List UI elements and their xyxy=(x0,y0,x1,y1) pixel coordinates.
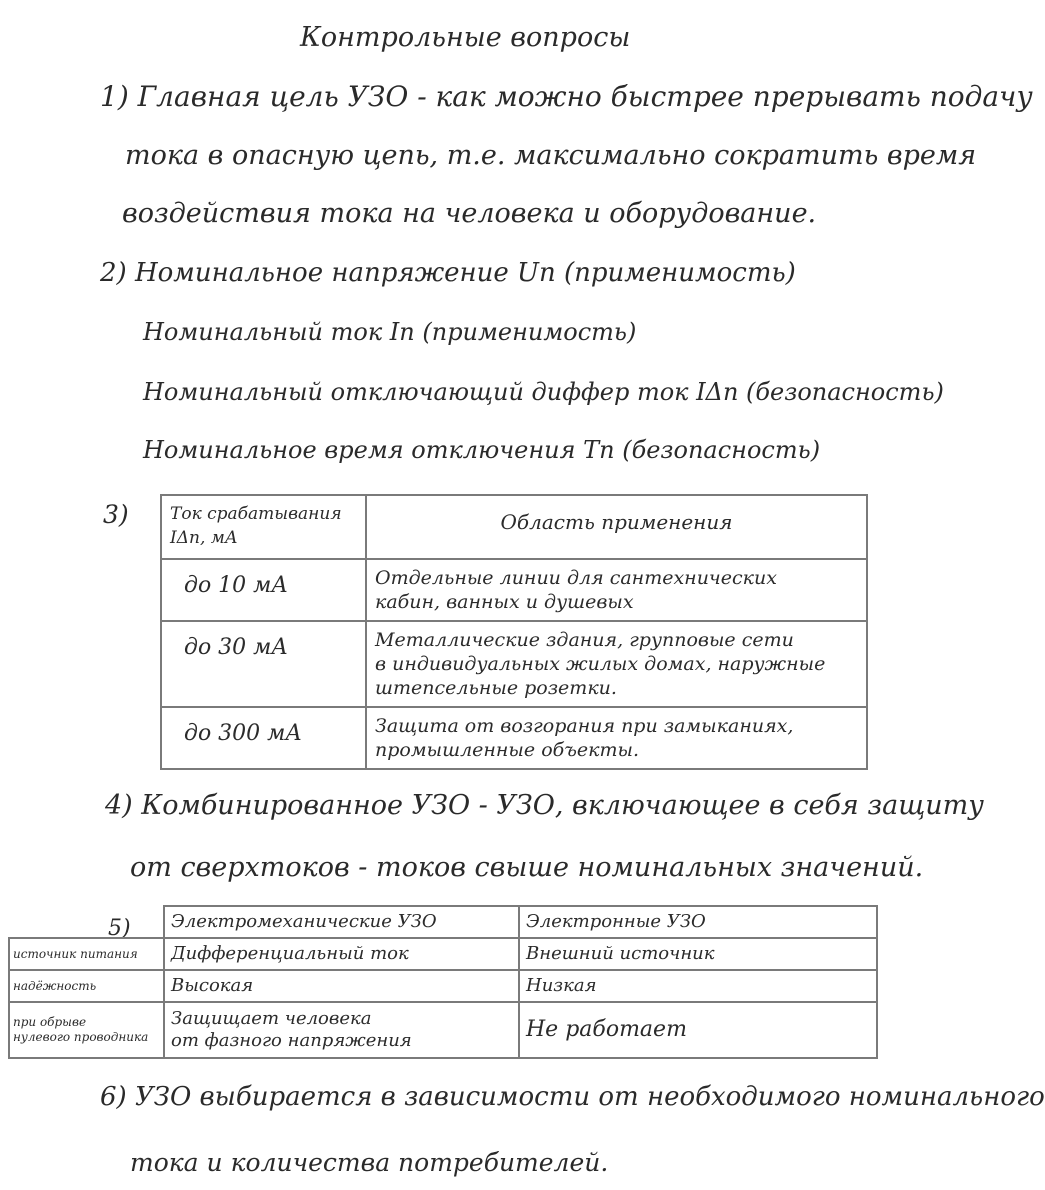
table-header-row xyxy=(161,495,867,559)
empty-corner-cell xyxy=(9,906,164,938)
table-row xyxy=(9,1002,877,1058)
row-label-line: при обрыве xyxy=(13,1015,87,1029)
cell-line: Защищает человека xyxy=(171,1008,372,1029)
answer-2-line-4: Номинальное время отключения Тп (безопасность) xyxy=(143,436,821,464)
area-line: промышленные объекты. xyxy=(375,739,640,761)
header-current-line-2: IΔп, мА xyxy=(170,528,238,548)
answer-2-line-3: Номинальный отключающий диффер ток IΔп (безопасность) xyxy=(143,378,944,406)
answer-1-line-2: тока в опасную цепь, т.е. максимально сократить время xyxy=(125,140,977,171)
answer-1-line-3: воздействия тока на человека и оборудование. xyxy=(122,198,817,229)
header-current-line-1: Ток срабатывания xyxy=(170,504,342,524)
header-electronic-cell: Электронные УЗО xyxy=(519,906,877,938)
area-line: Защита от возгорания при замыканиях, xyxy=(375,715,794,737)
electromechanical-cell: Высокая xyxy=(164,970,519,1002)
answer-6-line-2: тока и количества потребителей. xyxy=(130,1148,609,1177)
area-cell xyxy=(366,559,867,621)
electronic-cell: Низкая xyxy=(519,970,877,1002)
table-row xyxy=(161,707,867,769)
header-electromechanical-cell: Электромеханические УЗО xyxy=(164,906,519,938)
area-line: Отдельные линии для сантехнических xyxy=(375,567,777,589)
table-row xyxy=(161,559,867,621)
trip-current-table xyxy=(160,494,868,770)
page-title: Контрольные вопросы xyxy=(300,22,631,53)
table-row xyxy=(9,938,877,970)
row-label-power-source: источник питания xyxy=(9,938,164,970)
area-cell xyxy=(366,707,867,769)
answer-6-line-1: 6) УЗО выбирается в зависимости от необходимого номинального xyxy=(100,1082,1045,1112)
current-cell: до 30 мА xyxy=(161,621,366,707)
cell-line: от фазного напряжения xyxy=(171,1030,412,1051)
current-cell: до 10 мА xyxy=(161,559,366,621)
area-line: в индивидуальных жилых домах, наружные xyxy=(375,653,826,675)
electronic-cell: Не работает xyxy=(519,1002,877,1058)
table-row xyxy=(161,621,867,707)
table-row xyxy=(9,970,877,1002)
row-label-line: нулевого проводника xyxy=(13,1030,149,1044)
answer-1-line-1: 1) Главная цель УЗО - как можно быстрее прерывать подачу xyxy=(100,80,1033,113)
answer-2-line-1: 2) Номинальное напряжение Uп (применимость) xyxy=(100,258,796,288)
row-label-reliability: надёжность xyxy=(9,970,164,1002)
header-current-cell xyxy=(161,495,366,559)
electronic-cell: Внешний источник xyxy=(519,938,877,970)
area-cell xyxy=(366,621,867,707)
table-header-row xyxy=(9,906,877,938)
answer-3-number: 3) xyxy=(103,500,129,529)
area-line: Металлические здания, групповые сети xyxy=(375,629,794,651)
header-area-cell: Область применения xyxy=(366,495,867,559)
area-line: кабин, ванных и душевых xyxy=(375,591,634,613)
row-label-neutral-break xyxy=(9,1002,164,1058)
answer-4-line-1: 4) Комбинированное УЗО - УЗО, включающее в себя защиту xyxy=(105,790,984,821)
rcd-comparison-table xyxy=(8,905,878,1059)
electromechanical-cell: Дифференциальный ток xyxy=(164,938,519,970)
electromechanical-cell xyxy=(164,1002,519,1058)
area-line: штепсельные розетки. xyxy=(375,677,617,699)
answer-5-number: 5) xyxy=(108,916,131,941)
answer-4-line-2: от сверхтоков - токов свыше номинальных значений. xyxy=(130,852,924,883)
current-cell: до 300 мА xyxy=(161,707,366,769)
answer-2-line-2: Номинальный ток Iп (применимость) xyxy=(143,318,637,346)
